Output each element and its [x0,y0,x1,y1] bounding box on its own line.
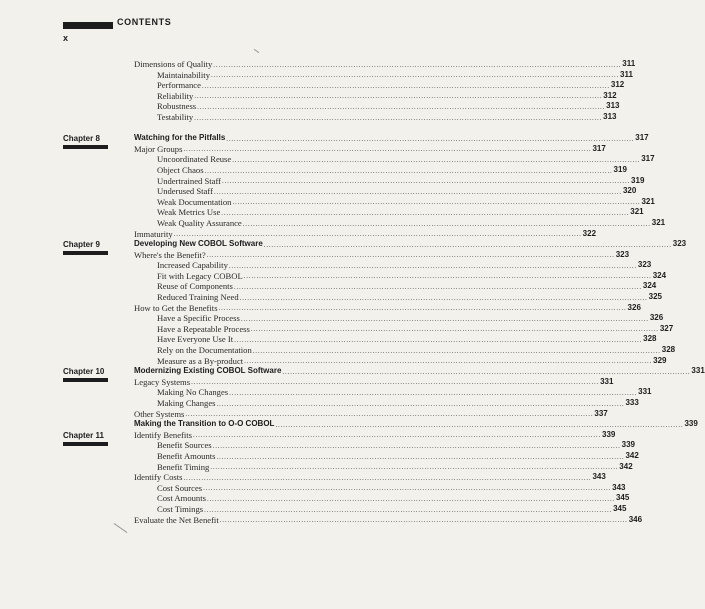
toc-entry-page: 343 [612,482,626,492]
leader-dots: ................................................................................................................................................................ [239,293,648,302]
leader-dots: ................................................................................................................................................................ [250,325,659,334]
leader-dots: ................................................................................................................................................................ [206,494,615,503]
toc-entry-title: Benefit Sources [157,440,212,451]
toc-entry-page: 313 [606,101,620,111]
leader-dots: ................................................................................................................................................................ [234,336,643,345]
toc-entry-row [157,186,637,197]
toc-entry-page: 329 [653,355,667,365]
leader-dots: ................................................................................................................................................................ [213,60,622,69]
toc-entry-title: Identify Benefits [134,429,192,440]
toc-entry-title: Have a Specific Process [157,313,240,324]
toc-entry-page: 337 [594,408,608,418]
toc-entry-row [157,482,626,494]
toc-entry-page: 312 [603,90,617,100]
leader-dots: ................................................................................................................................................................ [197,102,606,111]
toc-entry-page: 345 [613,503,627,513]
toc-entry-page: 324 [652,270,667,280]
toc-entry-row [134,429,616,441]
toc-entry-row [157,450,639,462]
leader-dots: ................................................................................................................................................................ [194,113,603,122]
toc-entry-page: 319 [613,164,627,174]
toc-entry-page: 323 [637,260,652,270]
leader-dots: ................................................................................................................................................................ [244,357,653,366]
toc-entry-title: Making No Changes [157,387,229,398]
toc-entry-row [157,355,667,367]
toc-entry-title: Measure as a By-product [157,355,244,366]
toc-entry-page: 311 [620,69,633,79]
toc-entry-row [157,270,667,282]
toc-entry-row [134,123,444,134]
toc-entry-row [157,440,636,451]
toc-entry-page: 323 [615,249,630,259]
toc-entry-page: 325 [648,292,662,302]
toc-entry-page: 321 [641,196,655,206]
leader-dots: ................................................................................................................................................................ [212,441,621,450]
leader-dots: ................................................................................................................................................................ [252,346,661,355]
toc-entry-title: Object Chaos [157,164,204,175]
toc-entry-title: Robustness [157,101,197,112]
toc-entry-row [157,323,674,335]
toc-entry-title: Immaturity [134,228,173,239]
leader-dots: ................................................................................................................................................................ [213,187,622,196]
toc-entry-row [157,461,633,473]
toc-entry-title: Making Changes [157,398,216,408]
toc-entry-page: 339 [621,440,636,450]
page-number: x [63,33,69,43]
leader-dots: ................................................................................................................................................................ [204,505,613,514]
toc-entry-row [134,59,636,70]
toc-entry-page: 342 [625,450,639,460]
toc-entry-row [157,398,639,409]
toc-entry-title: Reduced Training Need [157,292,239,303]
leader-dots: ................................................................................................................................................................ [210,463,619,472]
toc-entry-title: Evaluate the Net Benefit [134,514,219,525]
toc-entry-title: Rely on the Documentation [157,345,252,356]
toc-entry-title: Major Groups [134,143,183,154]
toc-entry-row [157,207,644,218]
leader-dots: ................................................................................................................................................................ [193,431,601,440]
toc-entry-row [157,90,617,102]
toc-entry-row [157,69,633,81]
toc-entry-row [157,345,676,356]
toc-entry-title: Legacy Systems [134,376,191,387]
chapter-bar [63,442,108,446]
toc-entry-page: 321 [651,217,666,227]
toc-entry-title: How to Get the Benefits [134,302,218,313]
leader-dots: ................................................................................................................................................................ [218,304,627,313]
toc-entry-title: Making the Transition to O-O COBOL [134,419,275,429]
leader-dots: ................................................................................................................................................................ [183,473,592,482]
toc-entry-row [157,387,652,398]
toc-chapter-row [134,419,698,430]
toc-entry-page: 312 [610,80,625,90]
toc-entry-title: Have a Repeatable Process [157,323,250,334]
chapter-bar [63,251,108,255]
leader-dots: ................................................................................................................................................................ [206,251,615,260]
toc-entry-title: Increased Capability [157,260,228,271]
toc-entry-page: 319 [631,175,645,185]
toc-entry-title: Watching for the Pitfalls [134,133,226,143]
toc-entry-title: Other Systems [134,408,185,419]
toc-entry-page: 333 [625,398,639,407]
toc-entry-row [134,514,643,526]
leader-dots: ................................................................................................................................................................ [219,516,628,525]
toc-entry-title: Uncoordinated Reuse [157,154,232,165]
toc-entry-title: Have Everyone Use It [157,334,234,345]
toc-chapter-row [134,239,687,250]
toc-entry-row [157,154,655,165]
leader-dots: ................................................................................................................................................................ [221,208,630,217]
leader-dots: ................................................................................................................................................................ [216,399,625,408]
toc-entry-title: Benefit Amounts [157,450,216,461]
leader-dots: ................................................................................................................................................................ [191,378,600,387]
leader-dots: ................................................................................................................................................................ [204,166,613,175]
toc-entry-row [157,334,657,345]
toc-entry-title: Underused Staff [157,186,213,197]
toc-entry-page: 328 [643,334,657,344]
toc-entry-title: Cost Timings [157,503,204,514]
toc-entry-row [157,281,657,292]
toc-entry-title: Maintainability [157,69,210,80]
toc-entry-row [157,80,625,91]
leader-dots: ................................................................................................................................................................ [232,198,641,207]
leader-dots: ................................................................................................................................................................ [222,177,631,186]
leader-dots: ................................................................................................................................................................ [242,219,651,228]
toc-entry-row [157,164,627,176]
leader-dots: ................................................................................................................................................................ [229,389,638,397]
toc-entry-title: Cost Amounts [157,493,206,504]
toc-entry-row [157,493,630,504]
leader-dots: ................................................................................................................................................................ [194,92,603,101]
leader-dots: ................................................................................................................................................................ [201,81,610,90]
toc-entry-title: Weak Metrics Use [157,207,221,218]
toc-entry-row [134,376,614,388]
toc-entry-page: 324 [642,281,657,291]
toc-entry-page: 322 [582,228,597,238]
toc-entry-page: 326 [649,313,664,323]
toc-entry-row [134,472,606,483]
leader-dots: ................................................................................................................................................................ [282,367,691,376]
toc-entry-title: Weak Quality Assurance [157,217,242,228]
toc-entry-row [134,228,597,240]
toc-entry-page: 328 [661,345,676,355]
toc-entry-title: Testability [157,111,194,122]
leader-dots: ................................................................................................................................................................ [173,230,582,239]
pencil-mark [254,49,259,53]
leader-dots: ................................................................................................................................................................ [203,484,612,493]
leader-dots: ................................................................................................................................................................ [263,240,672,249]
toc-entry-row [157,101,620,112]
toc-entry-page: 346 [628,514,643,524]
toc-entry-title: Developing New COBOL Software [134,239,263,249]
toc-entry-row [157,292,662,303]
toc-entry-row [157,175,645,187]
leader-dots: ................................................................................................................................................................ [240,314,649,323]
toc-entry-page: 339 [684,419,698,429]
chapter-bar [63,145,108,149]
toc-entry-page: 317 [635,133,649,143]
toc-entry-row [157,111,617,123]
toc-list [0,59,705,525]
toc-chapter-row [134,133,649,144]
toc-entry-page: 331 [600,376,614,386]
toc-entry-title: Reliability [157,90,194,101]
leader-dots: ................................................................................................................................................................ [243,272,652,281]
toc-entry-title: Modernizing Existing COBOL Software [134,366,282,376]
toc-entry-row [157,217,666,229]
chapter-label: Chapter 8 [63,133,100,143]
toc-entry-title: Undertrained Staff [157,175,222,186]
leader-dots: ................................................................................................................................................................ [233,283,642,292]
toc-entry-title: Where's the Benefit? [134,249,206,260]
toc-entry-page: 343 [592,472,606,482]
leader-dots: ................................................................................................................................................................ [183,145,592,154]
leader-dots: ................................................................................................................................................................ [226,134,635,143]
toc-entry-row [134,143,606,155]
toc-chapter-row [134,366,705,377]
toc-entry-title: Dimensions of Quality [134,59,213,69]
toc-entry-page: 345 [615,493,630,503]
leader-dots: ................................................................................................................................................................ [211,71,619,80]
toc-entry-page: 331 [638,387,652,397]
toc-entry-row [157,503,627,515]
toc-entry-row [134,249,630,261]
chapter-bar [63,378,108,382]
toc-entry-page: 339 [602,429,616,439]
toc-entry-page: 311 [622,59,636,68]
toc-entry-page: 331 [691,366,705,376]
leader-dots: ................................................................................................................................................................ [275,420,684,429]
header-bar [63,22,113,29]
toc-entry-page: 317 [641,154,655,164]
toc-entry-title: Performance [157,80,201,91]
toc-entry-title: Identify Costs [134,472,183,483]
chapter-label: Chapter 11 [63,430,104,440]
toc-entry-page: 313 [603,111,617,121]
chapter-label: Chapter 9 [63,239,100,249]
toc-entry-title: Benefit Timing [157,461,210,472]
toc-entry-page: 321 [630,207,644,217]
toc-entry-page: 327 [659,323,674,333]
leader-dots: ................................................................................................................................................................ [228,261,637,270]
toc-entry-title: Reuse of Components [157,281,233,292]
toc-entry-row [157,313,664,324]
toc-entry-page: 342 [619,461,633,471]
toc-entry-row [157,260,652,271]
toc-entry-row [134,408,608,420]
toc-entry-title: Fit with Legacy COBOL [157,270,243,281]
toc-entry-page: 323 [672,239,687,249]
chapter-label: Chapter 10 [63,366,105,376]
page-title: CONTENTS [117,17,172,27]
leader-dots: ................................................................................................................................................................ [185,410,594,419]
leader-dots: ................................................................................................................................................................ [232,155,641,164]
toc-entry-row [134,302,641,314]
toc-entry-page: 317 [592,143,606,153]
toc-entry-page: 320 [622,186,637,196]
toc-entry-title: Cost Sources [157,482,203,493]
leader-dots: ................................................................................................................................................................ [216,452,625,461]
toc-entry-row [157,196,655,208]
toc-entry-title: Weak Documentation [157,196,232,207]
toc-entry-page: 326 [627,302,641,312]
